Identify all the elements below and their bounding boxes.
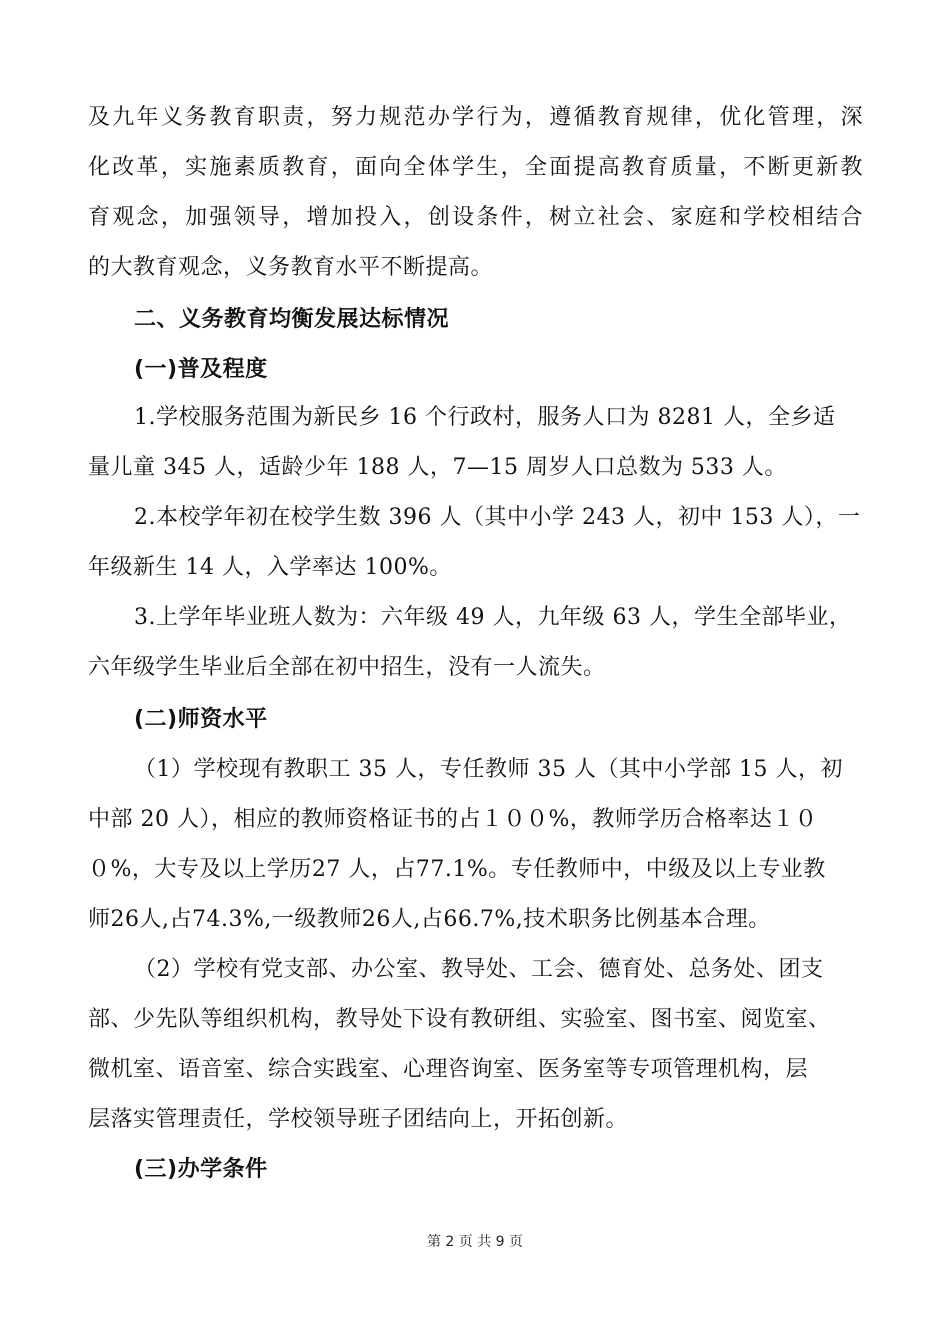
paragraph-line: （1）学校现有教职工 35 人，专任教师 35 人（其中小学部 15 人，初 bbox=[134, 757, 843, 782]
subsection-heading: (三)办学条件 bbox=[134, 1157, 268, 1182]
paragraph-line: 及九年义务教育职责，努力规范办学行为，遵循教育规律，优化管理，深 bbox=[88, 105, 863, 130]
paragraph-line: 六年级学生毕业后全部在初中招生，没有一人流失。 bbox=[88, 655, 606, 680]
paragraph-line: 的大教育观念，义务教育水平不断提高。 bbox=[88, 255, 494, 280]
paragraph-line: 育观念，加强领导，增加投入，创设条件，树立社会、家庭和学校相结合 bbox=[88, 205, 863, 230]
paragraph-line: 部、少先队等组织机构，教导处下设有教研组、实验室、图书室、阅览室、 bbox=[88, 1007, 831, 1032]
paragraph-line: 3.上学年毕业班人数为：六年级 49 人，九年级 63 人，学生全部毕业， bbox=[134, 605, 852, 630]
paragraph-line: 量儿童 345 人，适龄少年 188 人，7—15 周岁人口总数为 533 人。 bbox=[88, 455, 787, 480]
paragraph-line: 化改革，实施素质教育，面向全体学生，全面提高教育质量，不断更新教 bbox=[88, 155, 863, 180]
paragraph-line: 1.学校服务范围为新民乡 16 个行政村，服务人口为 8281 人，全乡适 bbox=[134, 405, 836, 430]
paragraph-line: 层落实管理责任，学校领导班子团结向上，开拓创新。 bbox=[88, 1107, 629, 1132]
paragraph-line: （2）学校有党支部、办公室、教导处、工会、德育处、总务处、团支 bbox=[134, 957, 824, 982]
paragraph-line: 中部 20 人），相应的教师资格证书的占１００%，教师学历合格率达１０ bbox=[88, 807, 818, 832]
paragraph-line: 师26人,占74.3%,一级教师26人,占66.7%,技术职务比例基本合理。 bbox=[88, 907, 771, 932]
section-heading: 二、义务教育均衡发展达标情况 bbox=[134, 307, 450, 332]
paragraph-line: 微机室、语音室、综合实践室、心理咨询室、医务室等专项管理机构，层 bbox=[88, 1057, 809, 1082]
subsection-heading: (二)师资水平 bbox=[134, 707, 268, 732]
paragraph-line: ０%，大专及以上学历27 人，占77.1%。专任教师中，中级及以上专业教 bbox=[88, 857, 826, 882]
paragraph-line: 年级新生 14 人，入学率达 100%。 bbox=[88, 555, 452, 580]
page-footer: 第 2 页 共 9 页 bbox=[426, 1234, 524, 1250]
paragraph-line: 2.本校学年初在校学生数 396 人（其中小学 243 人，初中 153 人），一 bbox=[134, 505, 861, 530]
subsection-heading: (一)普及程度 bbox=[134, 357, 268, 382]
